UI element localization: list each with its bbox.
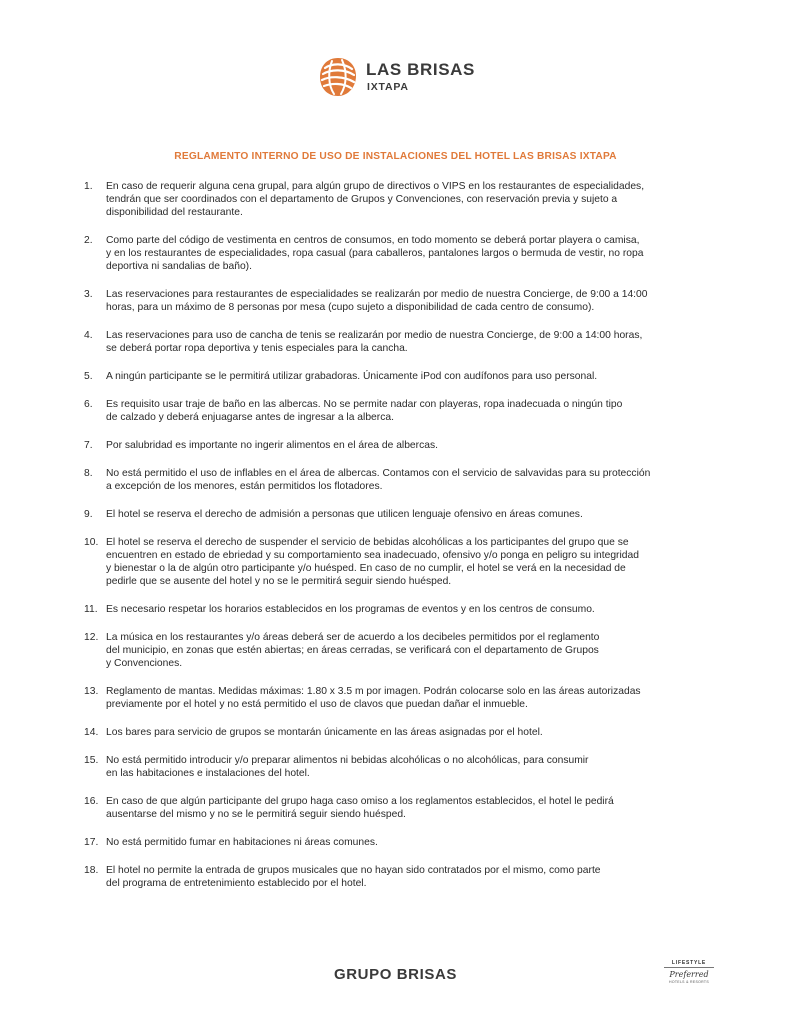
rule-item [84, 795, 724, 821]
rule-text: No está permitido introducir y/o preparar alimentos ni bebidas alcohólicas o no alcohólicas, para consumir en las habitaciones e instalaciones del hotel. [106, 755, 589, 779]
brand-location: IXTAPA [367, 81, 409, 93]
rule-number: 16. [84, 796, 99, 807]
badge-main-text: Preferred [669, 970, 709, 979]
rule-number: 17. [84, 837, 99, 848]
rule-number: 9. [84, 509, 93, 520]
rule-number: 3. [84, 289, 93, 300]
footer-brand: GRUPO BRISAS [333, 966, 458, 983]
rule-text: La música en los restaurantes y/o áreas deberá ser de acuerdo a los decibeles permitidos por el reglamento del municipio, en zonas que estén abiertas; en áreas cerradas, se verificará con el departamento de Grupos y Convenciones. [106, 632, 600, 669]
rule-number: 6. [84, 399, 93, 410]
preferred-hotels-badge [664, 960, 714, 1000]
rule-item [84, 864, 724, 890]
rule-text: Las reservaciones para uso de cancha de tenis se realizarán por medio de nuestra Concierge, de 9:00 a 14:00 horas, se deberá portar ropa deportiva y tenis especiales para la cancha. [106, 330, 643, 354]
brand-name: LAS BRISAS [366, 60, 475, 79]
rule-item [84, 288, 724, 314]
rule-item [84, 467, 724, 493]
rule-item [84, 234, 724, 273]
rule-item [84, 836, 724, 849]
rule-text: No está permitido fumar en habitaciones ni áreas comunes. [106, 837, 378, 848]
rule-text: A ningún participante se le permitirá utilizar grabadoras. Únicamente iPod con audífonos para uso personal. [106, 371, 598, 382]
rule-text: El hotel se reserva el derecho de admisión a personas que utilicen lenguaje ofensivo en áreas comunes. [106, 509, 583, 520]
rule-text: Por salubridad es importante no ingerir alimentos en el área de albercas. [106, 440, 438, 451]
rule-number: 4. [84, 330, 93, 341]
rule-text: Reglamento de mantas. Medidas máximas: 1.80 x 3.5 m por imagen. Podrán colocarse solo en las áreas autorizadas previamente por el hotel y no está permitido el uso de clavos que puedan dañar el inmueble. [106, 686, 641, 710]
rule-number: 2. [84, 235, 93, 246]
rule-text: En caso de que algún participante del grupo haga caso omiso a los reglamentos establecidos, el hotel le pedirá ausentarse del mismo y no se le permitirá seguir siendo huésped. [106, 796, 614, 820]
rule-text: Los bares para servicio de grupos se montarán únicamente en las áreas asignadas por el hotel. [106, 727, 543, 738]
rule-number: 10. [84, 537, 99, 548]
rule-item [84, 754, 724, 780]
rule-number: 14. [84, 727, 99, 738]
rule-number: 7. [84, 440, 93, 451]
rule-text: El hotel se reserva el derecho de suspender el servicio de bebidas alcohólicas a los participantes del grupo que se encuentren en estado de ebriedad y su comportamiento sea inadecuado, ofensivo y/o ponga en peligro su integridad y bienestar o la de algún otro participante y/o huésped. En caso de no cumplir, el hotel se verá en la necesidad de pedirle que se ausente del hotel y no se le permitirá seguir siendo huésped. [106, 537, 639, 587]
document-header [0, 57, 791, 107]
rule-item [84, 439, 724, 452]
rule-item [84, 536, 724, 588]
badge-top-text: LIFESTYLE [664, 960, 714, 968]
rule-number: 18. [84, 865, 99, 876]
rule-number: 1. [84, 181, 93, 192]
rule-number: 15. [84, 755, 99, 766]
rule-item [84, 370, 724, 383]
rule-text: No está permitido el uso de inflables en el área de albercas. Contamos con el servicio de salvavidas para su protección a excepción de los menores, están permitidos los flotadores. [106, 468, 651, 492]
rule-number: 5. [84, 371, 93, 382]
rule-text: El hotel no permite la entrada de grupos musicales que no hayan sido contratados por el mismo, como parte del programa de entretenimiento establecido por el hotel. [106, 865, 601, 889]
rule-item [84, 603, 724, 616]
rule-text: Como parte del código de vestimenta en centros de consumos, en todo momento se deberá portar playera o camisa, y en los restaurantes de especialidades, ropa casual (para caballeros, pantalones largos o bermuda de vestir, no ropa deportiva ni sandalias de baño). [106, 235, 644, 272]
rule-number: 13. [84, 686, 99, 697]
rule-item [84, 329, 724, 355]
rule-text: Las reservaciones para restaurantes de especialidades se realizarán por medio de nuestra Concierge, de 9:00 a 14:00 horas, para un máximo de 8 personas por mesa (cupo sujeto a disponibilidad de cada centro de consumo). [106, 289, 648, 313]
rule-item [84, 685, 724, 711]
rule-item [84, 180, 724, 219]
rule-item [84, 726, 724, 739]
rule-text: En caso de requerir alguna cena grupal, para algún grupo de directivos o VIPS en los restaurantes de especialidades, tendrán que ser coordinados con el departamento de Grupos y Convenciones, con reservación previa y sujeto a disponibilidad del restaurante. [106, 181, 645, 218]
las-brisas-logo-icon [319, 57, 357, 97]
rule-item [84, 398, 724, 424]
rule-item [84, 508, 724, 521]
rule-text: Es necesario respetar los horarios establecidos en los programas de eventos y en los centros de consumo. [106, 604, 595, 615]
rules-list [84, 180, 724, 905]
rule-number: 8. [84, 468, 93, 479]
rule-text: Es requisito usar traje de baño en las albercas. No se permite nadar con playeras, ropa inadecuada o ningún tipo de calzado y deberá enjuagarse antes de ingresar a la alberca. [106, 399, 623, 423]
rule-item [84, 631, 724, 670]
rule-number: 12. [84, 632, 99, 643]
document-title: REGLAMENTO INTERNO DE USO DE INSTALACIONES DEL HOTEL LAS BRISAS IXTAPA [174, 151, 617, 162]
badge-bottom-text: HOTELS & RESORTS [669, 980, 709, 984]
rule-number: 11. [84, 604, 98, 615]
